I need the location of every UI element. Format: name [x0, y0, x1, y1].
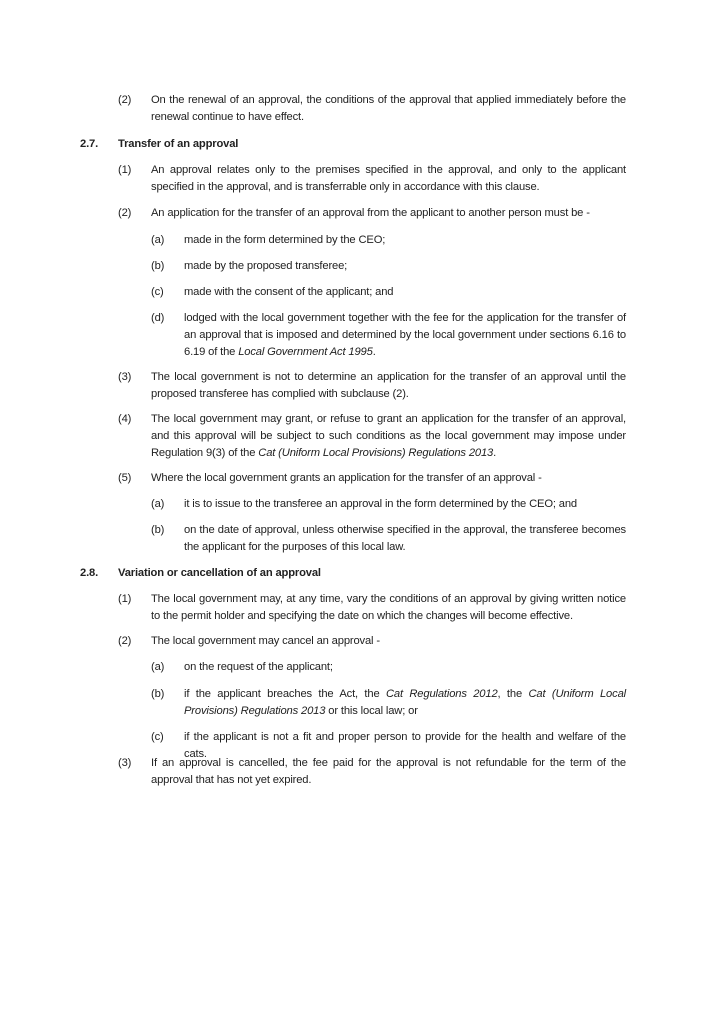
subclause-text: if the applicant is not a fit and proper person to provide for the health and welfare of the cats.	[184, 731, 626, 760]
clause-2-7-2	[118, 205, 626, 222]
subclause-letter: (a)	[151, 234, 165, 246]
subclause-text: lodged with the local government together with the fee for the application for the transfer of an approval that is imposed and determined by the local government under sections 6.16 to 6.19 of the Local Government Act 1995.	[184, 312, 626, 358]
clause-number: (3)	[118, 757, 132, 769]
subclause-letter: (a)	[151, 498, 165, 510]
subclause-letter: (c)	[151, 731, 164, 743]
regulation-title-2: Cat (Uniform Local Provisions) Regulations 2013	[184, 688, 626, 717]
section-heading-2-8	[80, 565, 321, 582]
clause-2-7-1	[118, 162, 626, 196]
section-heading-2-7	[80, 136, 238, 153]
regulation-title: Cat (Uniform Local Provisions) Regulations 2013	[258, 447, 494, 459]
subclause-2-7-5-b	[151, 522, 626, 556]
clause-number: (2)	[118, 94, 132, 106]
subclause-2-8-2-a	[151, 659, 626, 676]
subclause-text: made by the proposed transferee;	[184, 260, 348, 272]
clause-text: An application for the transfer of an approval from the applicant to another person must be -	[151, 207, 590, 219]
clause-2-7-4	[118, 411, 626, 462]
subclause-letter: (b)	[151, 688, 165, 700]
clause-number: (2)	[118, 635, 132, 647]
clause-2-6-2	[118, 92, 626, 126]
subclause-2-7-2-a	[151, 232, 626, 249]
subclause-text: if the applicant breaches the Act, the Cat Regulations 2012, the Cat (Uniform Local Provisions) Regulations 2013 or this local law; or	[184, 688, 626, 717]
clause-text: On the renewal of an approval, the conditions of the approval that applied immediately before the renewal continue to have effect.	[151, 94, 626, 123]
section-number: 2.8.	[80, 567, 99, 579]
subclause-text: made with the consent of the applicant; and	[184, 286, 394, 298]
regulation-title: Cat Regulations 2012	[385, 688, 498, 700]
clause-number: (5)	[118, 472, 132, 484]
subclause-2-7-5-a	[151, 496, 626, 513]
subclause-text: on the request of the applicant;	[184, 661, 333, 673]
subclause-text: it is to issue to the transferee an approval in the form determined by the CEO; and	[184, 498, 578, 510]
subclause-2-8-2-b	[151, 686, 626, 720]
clause-text: The local government may, at any time, vary the conditions of an approval by giving written notice to the permit holder and specifying the date on which the changes will become effective.	[151, 593, 626, 622]
subclause-2-7-2-d	[151, 310, 626, 361]
section-number: 2.7.	[80, 138, 99, 150]
clause-number: (4)	[118, 413, 132, 425]
section-title: Transfer of an approval	[118, 138, 239, 150]
subclause-2-7-2-c	[151, 284, 626, 301]
clause-number: (1)	[118, 164, 132, 176]
subclause-text: on the date of approval, unless otherwise specified in the approval, the transferee becomes the applicant for the purposes of this local law.	[184, 524, 626, 553]
clause-2-7-3	[118, 369, 626, 403]
subclause-letter: (b)	[151, 260, 165, 272]
clause-number: (3)	[118, 371, 132, 383]
clause-number: (1)	[118, 593, 132, 605]
clause-number: (2)	[118, 207, 132, 219]
act-title: Local Government Act 1995	[238, 346, 373, 358]
clause-text: An approval relates only to the premises specified in the approval, and only to the applicant specified in the approval, and is transferrable only in accordance with this clause.	[151, 164, 626, 193]
subclause-letter: (c)	[151, 286, 164, 298]
clause-text: The local government may cancel an approval -	[151, 635, 380, 647]
clause-text: The local government is not to determine an application for the transfer of an approval until the proposed transferee has complied with subclause (2).	[151, 371, 626, 400]
clause-2-7-5	[118, 470, 626, 487]
clause-2-8-1	[118, 591, 626, 625]
subclause-text: made in the form determined by the CEO;	[184, 234, 386, 246]
clause-text: If an approval is cancelled, the fee paid for the approval is not refundable for the term of the approval that has not yet expired.	[151, 757, 626, 786]
section-title: Variation or cancellation of an approval	[118, 567, 321, 579]
subclause-letter: (b)	[151, 524, 165, 536]
subclause-2-7-2-b	[151, 258, 626, 275]
subclause-letter: (d)	[151, 312, 165, 324]
clause-text: The local government may grant, or refuse to grant an application for the transfer of an approval, and this approval will be subject to such conditions as the local government may impose under Regulation 9(3) of the Cat (Uniform Local Provisions) Regulations 2013.	[151, 413, 626, 459]
clause-2-8-3	[118, 755, 626, 789]
subclause-letter: (a)	[151, 661, 165, 673]
clause-text: Where the local government grants an application for the transfer of an approval -	[151, 472, 542, 484]
clause-2-8-2	[118, 633, 626, 650]
